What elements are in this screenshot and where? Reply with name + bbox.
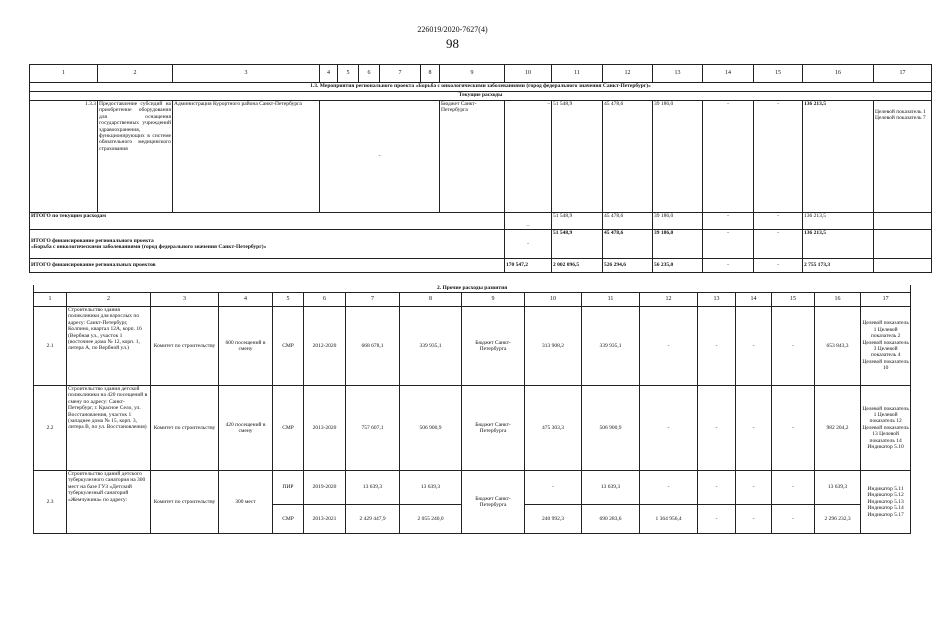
object-name: Строительство здания поликлиники для взрослых по адресу: Санкт-Петербург, Колпино, квартал 12А, корп. 16 (Вербная ул., участок 1 (восточнее дома № 12, корп. 1, литера А, по Вербной ул.) bbox=[67, 307, 151, 386]
value-col10: 240 992,3 bbox=[525, 505, 582, 534]
empty-cell: - bbox=[320, 101, 440, 213]
section-title: 2. Прочие расходы развития bbox=[34, 285, 911, 293]
value-col11: 690 283,6 bbox=[582, 505, 640, 534]
value-col8: 2 055 240,0 bbox=[400, 505, 462, 534]
work-type: СМР bbox=[273, 386, 304, 471]
value-col16: 136 213,5 bbox=[803, 213, 874, 230]
value-col16: 2 755 173,3 bbox=[803, 259, 874, 273]
indicator: Целевой показатель 1 Целевой показатель 2 Целевой показатель 3 Целевой показатель 4 Целевой показатель 10 bbox=[861, 307, 911, 386]
column-number: 8 bbox=[400, 293, 462, 307]
column-number: 16 bbox=[815, 293, 861, 307]
row-number: 1.3.3 bbox=[30, 101, 98, 213]
column-number: 15 bbox=[772, 293, 815, 307]
capacity: 420 посещений в смену bbox=[219, 386, 273, 471]
indicator: Индикатор 5.11 Индикатор 5.12 Индикатор 5.13 Индикатор 5.14 Индикатор 5.17 bbox=[861, 471, 911, 534]
value-col14: - bbox=[736, 307, 772, 386]
column-number-row bbox=[30, 65, 932, 83]
value-col13: - bbox=[698, 307, 736, 386]
value-col13: - bbox=[698, 471, 736, 505]
row-number: 2.3 bbox=[34, 471, 67, 534]
value-col10: – bbox=[505, 101, 552, 213]
value-col11: 51 548,9 bbox=[552, 101, 603, 213]
total-label: ИТОГО финансирование региональных проектов bbox=[30, 259, 505, 273]
document-number: 226019/2020-7627(4) bbox=[417, 25, 488, 34]
value-col13: 39 186,0 bbox=[653, 213, 703, 230]
value-col11: 51 548,9 bbox=[552, 230, 603, 259]
value-col16: 13 639,3 bbox=[815, 471, 861, 505]
value-col10: 475 303,3 bbox=[525, 386, 582, 471]
work-type: ПИР bbox=[273, 471, 304, 505]
capacity: 600 посещений в смену bbox=[219, 307, 273, 386]
value-col11: 13 639,3 bbox=[582, 471, 640, 505]
column-number: 10 bbox=[525, 293, 582, 307]
column-number: 4 bbox=[320, 65, 338, 83]
years: 2013-2020 bbox=[304, 386, 346, 471]
column-number: 12 bbox=[640, 293, 698, 307]
value-col13: 39 186,0 bbox=[653, 230, 703, 259]
table-row bbox=[34, 386, 911, 471]
value-col15: - bbox=[754, 259, 803, 273]
value-col8: 339 935,1 bbox=[400, 307, 462, 386]
value-col12: - bbox=[640, 307, 698, 386]
value-col14: - bbox=[736, 471, 772, 505]
total-project-label bbox=[30, 230, 505, 259]
column-number: 2 bbox=[67, 293, 151, 307]
column-number: 17 bbox=[861, 293, 911, 307]
value-col8: 13 639,3 bbox=[400, 471, 462, 505]
column-number: 16 bbox=[803, 65, 874, 83]
column-number: 13 bbox=[653, 65, 703, 83]
page-number: 98 bbox=[446, 36, 459, 51]
value-col13: - bbox=[698, 505, 736, 534]
value-col16: 136 213,5 bbox=[803, 230, 874, 259]
value-col12: 45 478,6 bbox=[603, 213, 653, 230]
column-number: 2 bbox=[98, 65, 173, 83]
total-label: ИТОГО по текущим расходам bbox=[30, 213, 505, 230]
column-number: 9 bbox=[440, 65, 505, 83]
measure-name: Предоставление субсидий на приобретение оборудования для оснащения государственных учреждений здравоохранения, функционирующих в системе обязательного медицинского страхования bbox=[98, 101, 173, 213]
column-number: 14 bbox=[703, 65, 754, 83]
value-col15: - bbox=[772, 471, 815, 505]
value-col12: - bbox=[640, 471, 698, 505]
value-col16: 2 296 232,3 bbox=[815, 505, 861, 534]
total-regional-row bbox=[30, 259, 932, 273]
value-col8: 506 900,9 bbox=[400, 386, 462, 471]
column-number: 12 bbox=[603, 65, 653, 83]
value-col13: - bbox=[698, 386, 736, 471]
value-col12: 45 478,6 bbox=[603, 230, 653, 259]
column-number: 7 bbox=[346, 293, 400, 307]
funding-source: Бюджет Санкт-Петербурга bbox=[440, 101, 505, 213]
column-number: 13 bbox=[698, 293, 736, 307]
customer: Комитет по строительству bbox=[151, 386, 219, 471]
column-number: 11 bbox=[552, 65, 603, 83]
empty-cell bbox=[874, 230, 932, 259]
value-col11: 506 900,9 bbox=[582, 386, 640, 471]
value-col7: 2 429 447,9 bbox=[346, 505, 400, 534]
regional-projects-table bbox=[29, 64, 932, 273]
customer: Комитет по строительству bbox=[151, 307, 219, 386]
column-number: 5 bbox=[338, 65, 359, 83]
value-col7: 668 678,1 bbox=[346, 307, 400, 386]
value-col10: 170 547,2 bbox=[505, 259, 552, 273]
years: 2013-2021 bbox=[304, 505, 346, 534]
value-col15: - bbox=[754, 101, 803, 213]
indicator: Целевой показатель 1 Целевой показатель 12 Целевой показатель 13 Целевой показатель 14 Индикатор 5.10 bbox=[861, 386, 911, 471]
value-col10: - bbox=[505, 230, 552, 259]
column-number: 15 bbox=[754, 65, 803, 83]
table-row bbox=[34, 471, 911, 505]
total-project-row bbox=[30, 230, 932, 259]
value-col14: - bbox=[703, 101, 754, 213]
column-number: 7 bbox=[380, 65, 421, 83]
value-col10: 313 908,2 bbox=[525, 307, 582, 386]
years: 2012-2020 bbox=[304, 307, 346, 386]
value-col15: - bbox=[754, 230, 803, 259]
column-number: 10 bbox=[505, 65, 552, 83]
value-col15: - bbox=[772, 307, 815, 386]
value-col14: - bbox=[703, 230, 754, 259]
value-col12: 526 294,6 bbox=[603, 259, 653, 273]
column-number: 3 bbox=[173, 65, 320, 83]
value-col13: 56 235,0 bbox=[653, 259, 703, 273]
funding-source: Бюджет Санкт-Петербурга bbox=[462, 471, 525, 534]
value-col10: - bbox=[525, 471, 582, 505]
value-col12: 45 478,6 bbox=[603, 101, 653, 213]
value-col7: 757 607,1 bbox=[346, 386, 400, 471]
value-col7: 13 639,3 bbox=[346, 471, 400, 505]
column-number: 14 bbox=[736, 293, 772, 307]
column-number: 17 bbox=[874, 65, 932, 83]
value-col12: 1 364 956,4 bbox=[640, 505, 698, 534]
funding-source: Бюджет Санкт-Петербурга bbox=[462, 307, 525, 386]
work-type: СМР bbox=[273, 307, 304, 386]
value-col14: - bbox=[736, 386, 772, 471]
value-col10: – bbox=[505, 213, 552, 230]
value-col11: 2 002 096,5 bbox=[552, 259, 603, 273]
value-col14: - bbox=[736, 505, 772, 534]
table-row bbox=[30, 101, 932, 213]
years: 2019-2020 bbox=[304, 471, 346, 505]
column-number: 6 bbox=[304, 293, 346, 307]
value-col11: 51 548,9 bbox=[552, 213, 603, 230]
object-name: Строительство зданий детского туберкулезного санатория на 300 мест на базе ГУЗ «Детский туберкулезный санаторий «Жемчужина» по адресу: bbox=[67, 471, 151, 534]
total-project-label-line1: ИТОГО финансирование регионального проекта bbox=[31, 237, 154, 244]
column-number: 6 bbox=[359, 65, 380, 83]
column-number: 1 bbox=[34, 293, 67, 307]
table-row bbox=[34, 307, 911, 386]
row-number: 2.2 bbox=[34, 386, 67, 471]
empty-cell bbox=[874, 259, 932, 273]
value-col16: 653 843,3 bbox=[815, 307, 861, 386]
customer: Администрация Курортного района Санкт-Петербурга bbox=[173, 101, 320, 213]
value-col16: 136 213,5 bbox=[803, 101, 874, 213]
value-col13: 39 186,0 bbox=[653, 101, 703, 213]
value-col14: - bbox=[703, 213, 754, 230]
object-name: Строительство здания детской поликлиники на 420 посещений в смену по адресу: Санкт-Петербург, г. Красное Село, ул. Восстановления, участок 1 (западнее дома № 15, корп. 3, литера В, по ул. Восстановления) bbox=[67, 386, 151, 471]
indicator: Целевой показатель 1 Целевой показатель 7 bbox=[874, 101, 932, 213]
total-current-row bbox=[30, 213, 932, 230]
funding-source: Бюджет Санкт-Петербурга bbox=[462, 386, 525, 471]
value-col16: 982 204,2 bbox=[815, 386, 861, 471]
empty-cell bbox=[874, 213, 932, 230]
column-number: 9 bbox=[462, 293, 525, 307]
row-number: 2.1 bbox=[34, 307, 67, 386]
value-col14: - bbox=[703, 259, 754, 273]
customer: Комитет по строительству bbox=[151, 471, 219, 534]
column-number: 1 bbox=[30, 65, 98, 83]
value-col15: - bbox=[772, 386, 815, 471]
section-title: 1.3. Мероприятия регионального проекта «Борьба с онкологическими заболеваниями (город федерального значения Санкт-Петербург)» bbox=[30, 83, 932, 92]
value-col15: - bbox=[754, 213, 803, 230]
work-type: СМР bbox=[273, 505, 304, 534]
value-col11: 339 935,1 bbox=[582, 307, 640, 386]
column-number: 8 bbox=[421, 65, 440, 83]
other-expenses-table bbox=[33, 285, 911, 534]
column-number: 4 bbox=[219, 293, 273, 307]
subsection-title: Текущие расходы bbox=[30, 92, 932, 101]
value-col12: - bbox=[640, 386, 698, 471]
column-number: 5 bbox=[273, 293, 304, 307]
capacity: 300 мест bbox=[219, 471, 273, 534]
total-project-label-line2: «Борьба с онкологическими заболеваниями (город федерального значения Санкт-Петербург)» bbox=[31, 244, 267, 250]
column-number: 11 bbox=[582, 293, 640, 307]
column-number-row bbox=[34, 293, 911, 307]
column-number: 3 bbox=[151, 293, 219, 307]
value-col15: - bbox=[772, 505, 815, 534]
